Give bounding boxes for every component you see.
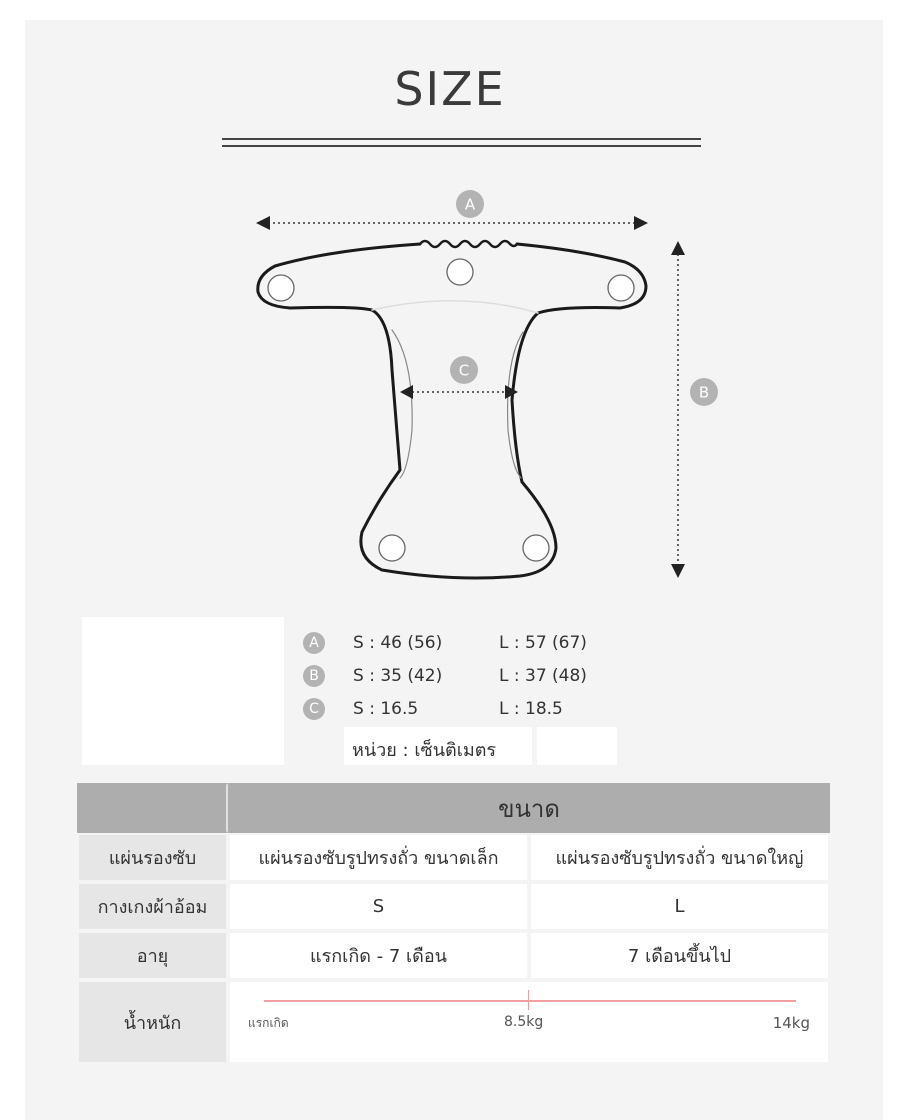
dimension-a xyxy=(256,190,648,230)
legend-row-b xyxy=(303,663,587,689)
cell-age-s: แรกเกิด - 7 เดือน xyxy=(228,931,529,980)
badge-c-label: C xyxy=(458,361,470,380)
dimension-c xyxy=(400,356,518,399)
legend-blank-right xyxy=(537,727,617,765)
weight-range-cell xyxy=(228,980,830,1064)
legend-c-size-l: L : 18.5 xyxy=(499,699,563,719)
cell-pants-l: L xyxy=(529,882,830,931)
weight-mid-tick xyxy=(528,990,529,1010)
table-row-weight xyxy=(77,980,830,1064)
weight-end-label: 14kg xyxy=(772,1014,810,1032)
legend-badge-a: A xyxy=(303,632,325,654)
row-label-pants: กางเกงผ้าอ้อม xyxy=(77,882,228,931)
row-label-age: อายุ xyxy=(77,931,228,980)
table-row xyxy=(77,931,830,980)
page-title: SIZE xyxy=(394,62,506,116)
legend-b-size-s: S : 35 (42) xyxy=(353,666,443,686)
legend-b-size-l: L : 37 (48) xyxy=(499,666,587,686)
diaper-outline xyxy=(258,241,646,578)
weight-range-bar xyxy=(264,1000,796,1002)
cell-pad-small: แผ่นรองซับรูปทรงถั่ว ขนาดเล็ก xyxy=(228,833,529,882)
cell-age-l: 7 เดือนขึ้นไป xyxy=(529,931,830,980)
table-row xyxy=(77,833,830,882)
row-label-pad: แผ่นรองซับ xyxy=(77,833,228,882)
table-header-row xyxy=(77,783,830,833)
legend-row-a xyxy=(303,630,587,656)
weight-mid-label: 8.5kg xyxy=(504,1014,544,1030)
cell-pad-large: แผ่นรองซับรูปทรงถั่ว ขนาดใหญ่ xyxy=(529,833,830,882)
weight-start-label: แรกเกิด xyxy=(248,1016,289,1030)
table-row xyxy=(77,882,830,931)
legend-badge-b: B xyxy=(303,665,325,687)
legend-unit: หน่วย : เซ็นติเมตร xyxy=(352,740,497,761)
row-label-weight: น้ำหนัก xyxy=(77,980,228,1064)
table-header-empty xyxy=(77,783,228,833)
legend-a-size-l: L : 57 (67) xyxy=(499,633,587,653)
legend-badge-c: C xyxy=(303,698,325,720)
badge-a-label: A xyxy=(464,195,476,214)
dimension-b xyxy=(671,241,718,578)
badge-b-label: B xyxy=(698,383,710,402)
legend-c-size-s: S : 16.5 xyxy=(353,699,419,719)
cell-pants-s: S xyxy=(228,882,529,931)
legend-blank-left xyxy=(82,617,284,765)
legend-row-c xyxy=(303,696,563,722)
legend-a-size-s: S : 46 (56) xyxy=(353,633,443,653)
table-header-size: ขนาด xyxy=(228,783,830,833)
size-table xyxy=(77,783,830,1064)
